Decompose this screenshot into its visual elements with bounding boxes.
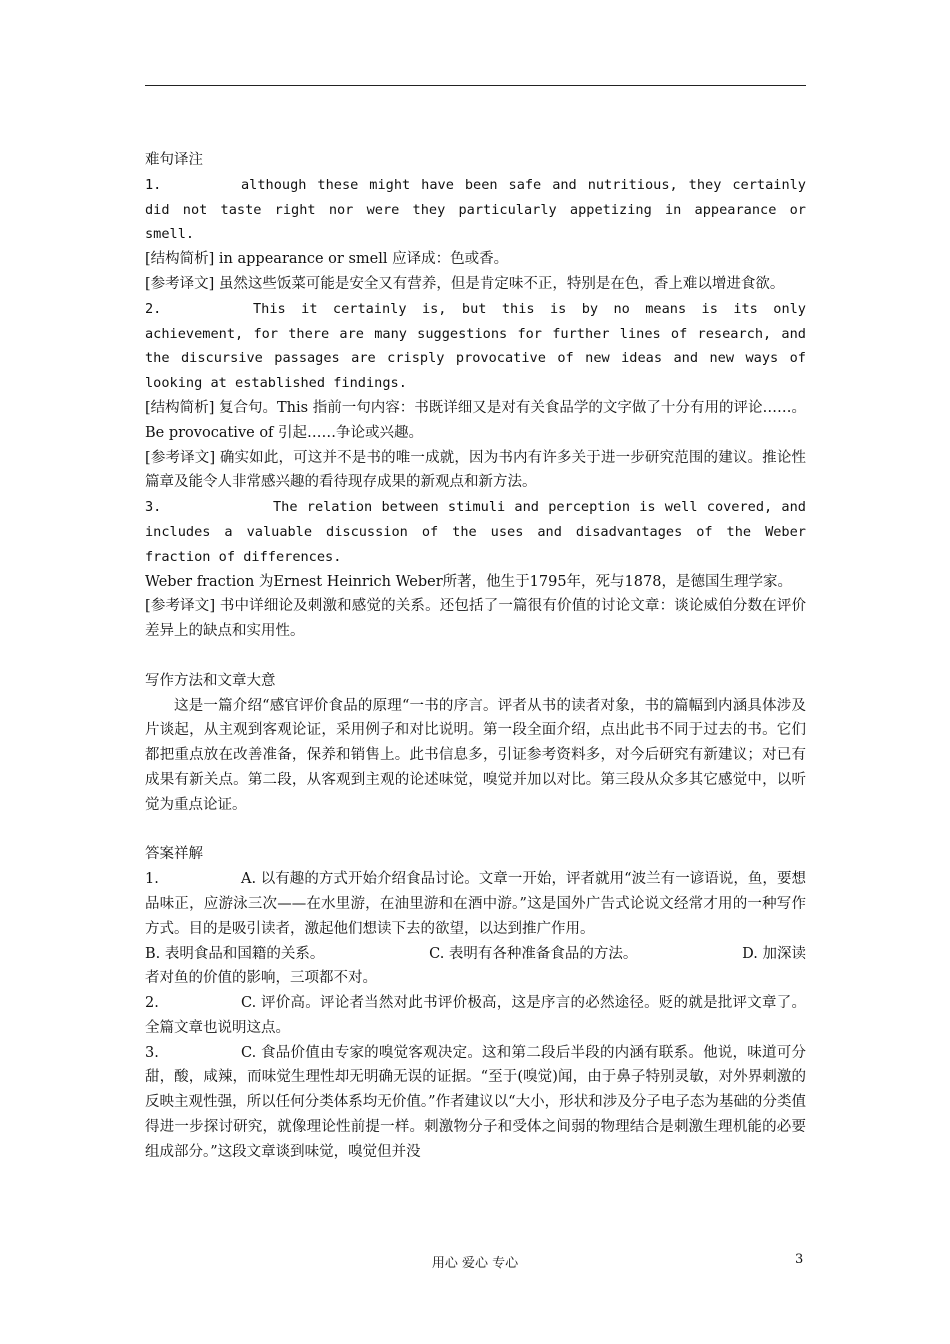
spacer: [145, 818, 806, 843]
answer-1-options: [145, 942, 806, 967]
answer-1-option-c: C. 表明有各种准备食品的方法。: [429, 945, 638, 962]
sentence-3-note: Weber fraction 为Ernest Heinrich Weber所著，他生于1795年，死与1878，是德国生理学家。: [145, 573, 792, 590]
answer-1-option-b: B. 表明食品和国籍的关系。: [145, 945, 325, 962]
sentence-1-analysis: [结构简析] in appearance or smell 应译成：色或香。: [145, 251, 509, 268]
answer-3-number: 3.: [145, 1044, 159, 1061]
footer-slogan: 用心 爱心 专心: [431, 1256, 519, 1271]
header-rule: [145, 85, 806, 86]
sentence-3-number: 3.: [145, 499, 162, 516]
section-heading-difficult-sentences: 难句译注: [145, 152, 203, 168]
answer-1-option-d: D. 加深读: [742, 945, 806, 962]
section-heading-answers: 答案祥解: [145, 846, 203, 863]
answer-1: [145, 867, 806, 941]
sentence-3-english: [145, 495, 806, 569]
section-heading-writing-method: 写作方法和文章大意: [145, 672, 276, 689]
answer-1-number: 1.: [145, 871, 159, 888]
document-body: [145, 148, 806, 1165]
sentence-2-analysis: [结构简析] 复合句。This 指前一句内容：书既详细又是对有关食品学的文字做了十分有用的评论……。 Be provocative of 引起……争论或兴趣。: [145, 399, 806, 441]
sentence-1-text: although these might have been safe and nutritious, they certainly did not taste right nor were they particularly appetizing in appearance or smell.: [145, 176, 806, 243]
sentence-1-english: [145, 173, 806, 247]
sentence-1-translation: [参考译文] 虽然这些饭菜可能是安全又有营养，但是肯定味不正，特别是在色，香上难以增进食欲。: [145, 275, 785, 292]
answer-1-tail: 者对鱼的价值的影响，三项都不对。: [145, 970, 377, 987]
sentence-3-translation: [参考译文] 书中详细论及刺激和感觉的关系。还包括了一篇很有价值的讨论文章：谈论威伯分数在评价差异上的缺点和实用性。: [145, 598, 806, 640]
answer-3: [145, 1041, 806, 1165]
sentence-2-text: This it certainly is, but this is by no means is its only achievement, for there are many suggestions for further lines of research, and the discursive passages are crisply provocative of new ideas and new ways of looking at established findings.: [145, 300, 806, 392]
answer-2-text: C. 评价高。评论者当然对此书评价极高，这是序言的必然途径。贬的就是批评文章了。全篇文章也说明这点。: [145, 995, 806, 1036]
answer-2: [145, 991, 806, 1041]
sentence-2-translation: [参考译文] 确实如此，可这并不是书的唯一成就，因为书内有许多关于进一步研究范围的建议。推论性篇章及能令人非常感兴趣的看待现存成果的新观点和新方法。: [145, 449, 806, 491]
spacer: [145, 644, 806, 669]
writing-method-paragraph: 这是一篇介绍“感官评价食品的原理“一书的序言。评者从书的读者对象，书的篇幅到内涵具体涉及片谈起，从主观到客观论证，采用例子和对比说明。第一段全面介绍，点出此书不同于过去的书。它们都把重点放在改善准备，保养和销售上。此书信息多，引证参考资料多，对今后研究有新建议；对已有成果有新关点。第二段，从客观到主观的论述味觉，嗅觉并加以对比。第三段从众多其它感觉中，以听觉为重点论证。: [145, 697, 806, 813]
sentence-3-text: The relation between stimuli and perception is well covered, and includes a valuable discussion of the uses and disadvantages of the Weber fraction of differences.: [145, 499, 806, 565]
sentence-2-number: 2.: [145, 300, 162, 317]
answer-2-number: 2.: [145, 995, 159, 1012]
answer-3-text: C. 食品价值由专家的嗅觉客观决定。这和第二段后半段的内涵有联系。他说，味道可分甜，酸，咸辣，而味觉生理性却无明确无误的证据。“至于(嗅觉)闻，由于鼻子特别灵敏，对外界刺激的反映主观性强，所以任何分类体系均无价值。”作者建议以“大小，形状和涉及分子电子态为基础的分类值得进一步探讨研究，就像理论性前提一样。刺激物分子和受体之间弱的物理结合是刺激生理机能的必要组成部分。”这段文章谈到味觉，嗅觉但并没: [145, 1044, 806, 1160]
answer-1-text: A. 以有趣的方式开始介绍食品讨论。文章一开始，评者就用“波兰有一谚语说，鱼，要想品味正，应游泳三次——在水里游，在油里游和在酒中游。”这是国外广告式论说文经常才用的一种写作方式。目的是吸引读者，激起他们想读下去的欲望，以达到推广作用。: [145, 871, 806, 937]
sentence-2-english: [145, 297, 806, 396]
sentence-1-number: 1.: [145, 176, 162, 193]
page-number: 3: [795, 1252, 804, 1267]
